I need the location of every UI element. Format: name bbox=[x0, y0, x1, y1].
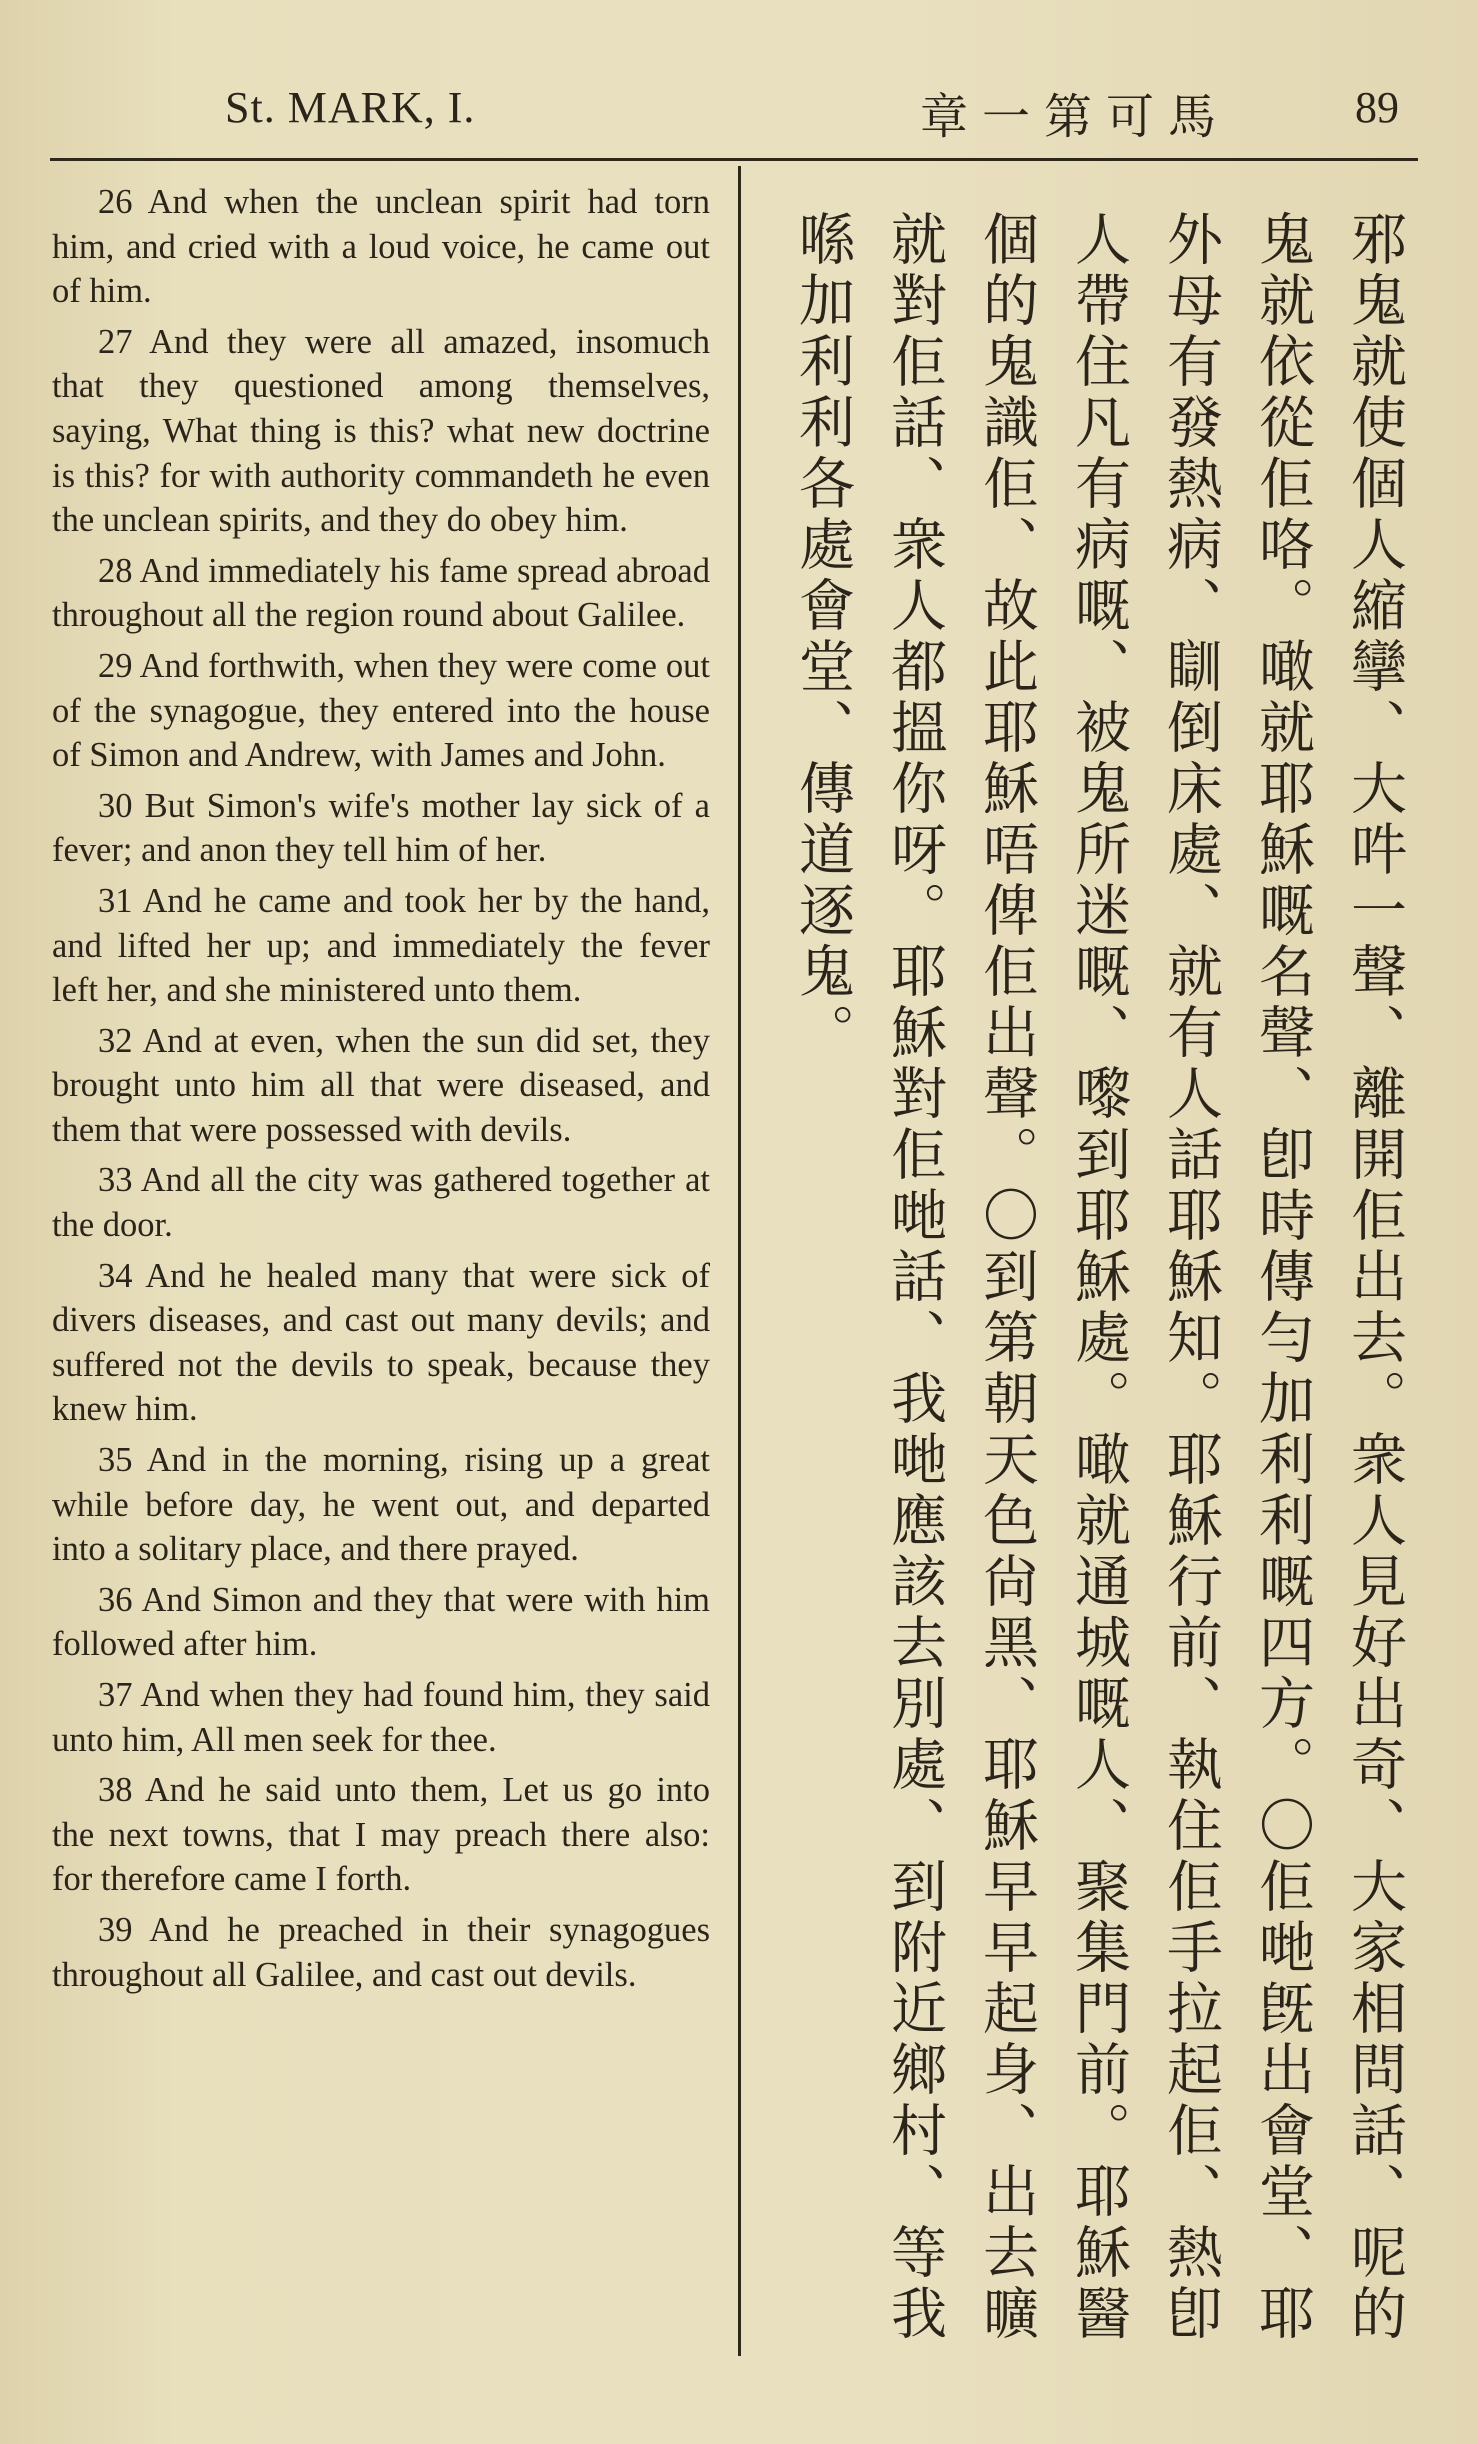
verse-32: 32 And at even, when the sun did set, they brought unto him all that were diseased, and them that were possessed with devils. bbox=[52, 1021, 710, 1149]
page-header bbox=[0, 0, 1478, 160]
chinese-column bbox=[760, 210, 1420, 2360]
verse-30: 30 But Simon's wife's mother lay sick of a fever; and anon they tell him of her. bbox=[52, 786, 710, 870]
verse-26: 26 And when the unclean spirit had torn him, and cried with a loud voice, he came out of him. bbox=[52, 183, 710, 311]
verse-38: 38 And he said unto them, Let us go into the next towns, that I may preach there also: for therefore came I forth. bbox=[52, 1771, 710, 1899]
verse-29: 29 And forthwith, when they were come out of the synagogue, they entered into the house of Simon and Andrew, with James and John. bbox=[52, 646, 710, 775]
verse-27: 27 And they were all amazed, insomuch that they questioned among themselves, saying, What thing is this? what new doctrine is this? for with authority commandeth he even the unclean spirits, and they do obey him. bbox=[52, 322, 710, 540]
chinese-line-7: 喺加利利各處會堂、傳道逐鬼。 bbox=[790, 210, 855, 1064]
chinese-line-6: 就對佢話、衆人都搵你呀。耶穌對佢哋話、我哋應該去別處、到附近鄉村、等我 bbox=[882, 210, 947, 2345]
chinese-line-2: 鬼就依從佢咯。噉就耶穌嘅名聲、卽時傳勻加利利嘅四方。〇佢哋旣出會堂、耶 bbox=[1250, 210, 1315, 2345]
chinese-line-4: 人帶住凡有病嘅、被鬼所迷嘅、嚟到耶穌處。噉就通城嘅人、聚集門前。耶穌醫 bbox=[1066, 210, 1131, 2345]
chinese-line-5: 個的鬼識佢、故此耶穌唔俾佢出聲。〇到第朝天色尙黑、耶穌早早起身、出去曠 bbox=[974, 210, 1039, 2345]
english-column bbox=[52, 180, 710, 2003]
chinese-line-3: 外母有發熱病、瞓倒床處、就有人話耶穌知。耶穌行前、執住佢手拉起佢、熱卽 bbox=[1158, 210, 1223, 2345]
verse-36: 36 And Simon and they that were with him followed after him. bbox=[52, 1580, 710, 1664]
running-title: St. MARK, I. bbox=[225, 83, 476, 132]
verse-39: 39 And he preached in their synagogues throughout all Galilee, and cast out devils. bbox=[52, 1910, 710, 1994]
verse-37: 37 And when they had found him, they said unto him, All men seek for thee. bbox=[52, 1676, 710, 1759]
page-number: 89 bbox=[1355, 83, 1399, 132]
chinese-line-1: 邪鬼就使個人縮攣、大吽一聲、離開佢出去。衆人見好出奇、大家相問話、呢的 bbox=[1342, 210, 1407, 2345]
verse-31: 31 And he came and took her by the hand, and lifted her up; and immediately the fever left her, and she ministered unto them. bbox=[52, 881, 710, 1010]
header-rule bbox=[50, 158, 1418, 161]
verse-34: 34 And he healed many that were sick of divers diseases, and cast out many devils; and suffered not the devils to speak, because they knew him. bbox=[52, 1256, 710, 1429]
verse-28: 28 And immediately his fame spread abroad throughout all the region round about Galilee. bbox=[52, 551, 710, 635]
column-divider bbox=[738, 166, 741, 2356]
verse-35: 35 And in the morning, rising up a great while before day, he went out, and departed into a solitary place, and there prayed. bbox=[52, 1441, 710, 1569]
verse-33: 33 And all the city was gathered together at the door. bbox=[52, 1161, 710, 1245]
running-title-chinese: 章一第可馬 bbox=[920, 89, 1231, 145]
